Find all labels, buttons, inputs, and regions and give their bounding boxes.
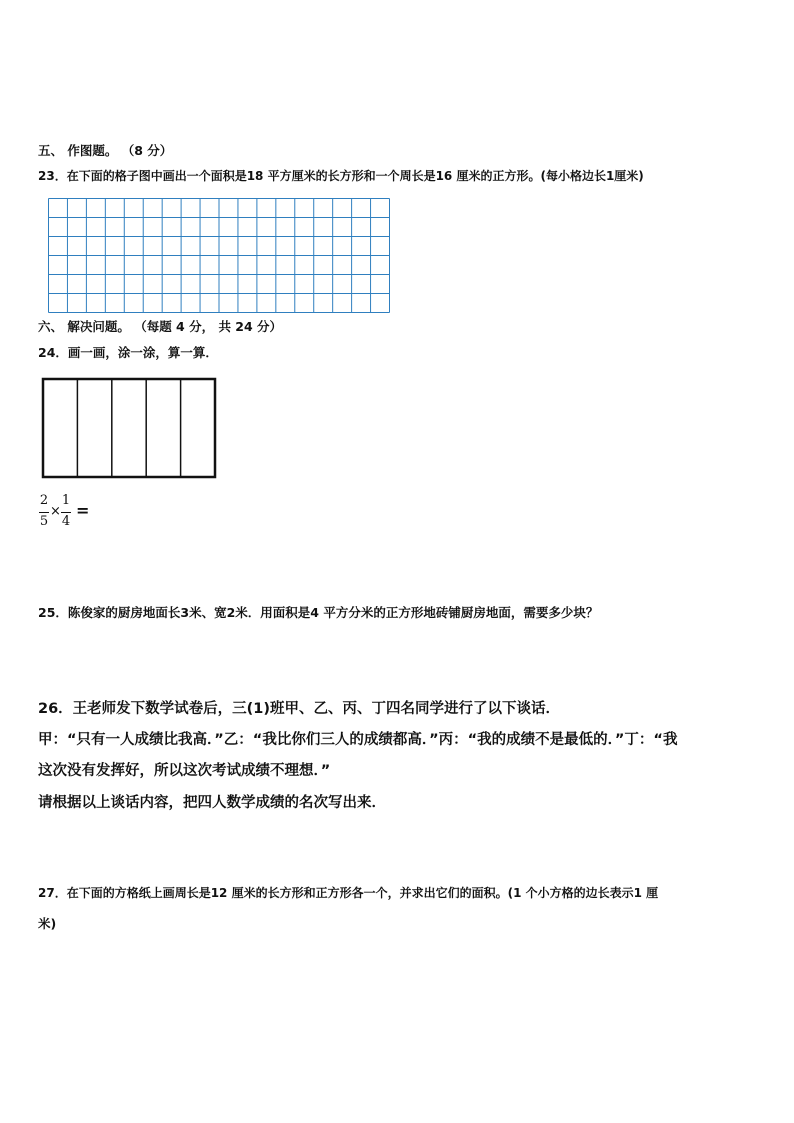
question-26-line-2: 甲：“只有一人成绩比我高．”乙：“我比你们三人的成绩都高．”丙：“我的成绩不是最低的．”丁：“我 bbox=[38, 732, 678, 748]
fraction-one-fourth: 1 4 bbox=[61, 493, 71, 529]
question-24-text: 24．画一画，涂一涂，算一算． bbox=[38, 345, 218, 360]
section-5-heading: 五、 作图题。 （8 分） bbox=[38, 143, 173, 158]
question-23-text: 23．在下面的格子图中画出一个面积是18 平方厘米的长方形和一个周长是16 厘米的正方形。(每小格边长1厘米) bbox=[38, 169, 644, 183]
question-26-line-1: 26．王老师发下数学试卷后，三(1)班甲、乙、丙、丁四名同学进行了以下谈话． bbox=[38, 701, 561, 717]
times-sign: × bbox=[50, 504, 61, 519]
strip-rectangle-24 bbox=[40, 376, 218, 480]
question-27-line-1: 27．在下面的方格纸上画周长是12 厘米的长方形和正方形各一个，并求出它们的面积。(1 个小方格的边长表示1 厘 bbox=[38, 886, 659, 900]
strip-outline bbox=[43, 379, 215, 477]
fraction-two-fifths: 2 5 bbox=[39, 493, 49, 529]
question-25-text: 25．陈俊家的厨房地面长3米、宽2米．用面积是4 平方分米的正方形地砖铺厨房地面，需要多少块？ bbox=[38, 605, 599, 620]
equals-sign: = bbox=[76, 501, 90, 520]
section-6-heading: 六、 解决问题。 （每题 4 分， 共 24 分） bbox=[38, 319, 283, 334]
fraction-bar bbox=[61, 512, 71, 513]
fraction-expression-24 bbox=[38, 493, 98, 533]
fraction-bar bbox=[39, 512, 49, 513]
question-27-line-2: 米) bbox=[38, 916, 57, 931]
question-26-line-4: 请根据以上谈话内容，把四人数学成绩的名次写出来． bbox=[38, 795, 386, 811]
question-26-line-3: 这次没有发挥好，所以这次考试成绩不理想．” bbox=[38, 763, 331, 779]
grid-23 bbox=[47, 197, 391, 314]
